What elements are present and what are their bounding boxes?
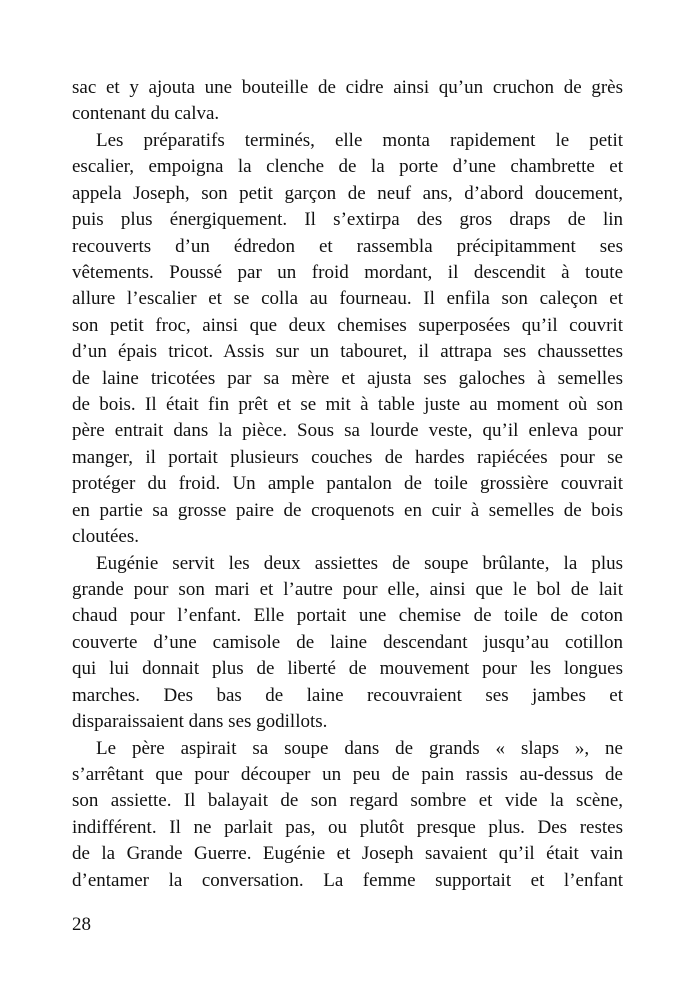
- text-line: de bois. Il était fin prêt et se mit à table juste au moment où son: [72, 394, 623, 416]
- text-line: appela Joseph, son petit garçon de neuf ans, d’abord doucement,: [72, 182, 623, 204]
- text-line: Les préparatifs terminés, elle monta rapidement le petit: [96, 129, 623, 151]
- text-line: d’un épais tricot. Assis sur un tabouret, il attrapa ses chaussettes: [72, 341, 623, 363]
- text-line: allure l’escalier et se colla au fourneau. Il enfila son caleçon et: [72, 288, 623, 310]
- text-line: son assiette. Il balayait de son regard sombre et vide la scène,: [72, 790, 623, 812]
- text-line: Le père aspirait sa soupe dans de grands « slaps », ne: [96, 737, 623, 759]
- text-line: s’arrêtant que pour découper un peu de pain rassis au-dessus de: [72, 763, 623, 785]
- text-line: d’entamer la conversation. La femme supportait et l’enfant: [72, 869, 623, 891]
- text-line: escalier, empoigna la clenche de la porte d’une chambrette et: [72, 156, 623, 178]
- text-line: disparaissaient dans ses godillots.: [72, 711, 328, 733]
- text-line: puis plus énergiquement. Il s’extirpa des gros draps de lin: [72, 209, 623, 231]
- text-line: Eugénie servit les deux assiettes de soupe brûlante, la plus: [96, 552, 623, 574]
- text-line: en partie sa grosse paire de croquenots en cuir à semelles de bois: [72, 499, 623, 521]
- text-line: qui lui donnait plus de liberté de mouvement pour les longues: [72, 658, 623, 680]
- text-line: de laine tricotées par sa mère et ajusta ses galoches à semelles: [72, 367, 623, 389]
- text-line: couverte d’une camisole de laine descendant jusqu’au cotillon: [72, 631, 623, 653]
- page-number: 28: [72, 914, 91, 935]
- text-line: de la Grande Guerre. Eugénie et Joseph savaient qu’il était vain: [72, 843, 623, 865]
- text-line: vêtements. Poussé par un froid mordant, il descendit à toute: [72, 261, 623, 283]
- text-line: cloutées.: [72, 526, 140, 548]
- text-line: sac et y ajouta une bouteille de cidre ainsi qu’un cruchon de grès: [72, 77, 623, 98]
- text-line: marches. Des bas de laine recouvraient ses jambes et: [72, 684, 623, 706]
- text-line: son petit froc, ainsi que deux chemises superposées qu’il couvrit: [72, 314, 623, 336]
- text-line: contenant du calva.: [72, 103, 220, 125]
- text-line: recouverts d’un édredon et rassembla précipitamment ses: [72, 235, 623, 257]
- page-body-text: [72, 75, 623, 894]
- text-line: indifférent. Il ne parlait pas, ou plutôt presque plus. Des restes: [72, 816, 623, 838]
- text-line: chaud pour l’enfant. Elle portait une chemise de toile de coton: [72, 605, 623, 627]
- text-line: manger, il portait plusieurs couches de hardes rapiécées pour se: [72, 446, 623, 468]
- text-line: grande pour son mari et l’autre pour elle, ainsi que le bol de lait: [72, 579, 623, 601]
- text-line: père entrait dans la pièce. Sous sa lourde veste, qu’il enleva pour: [72, 420, 623, 442]
- text-line: protéger du froid. Un ample pantalon de toile grossière couvrait: [72, 473, 623, 495]
